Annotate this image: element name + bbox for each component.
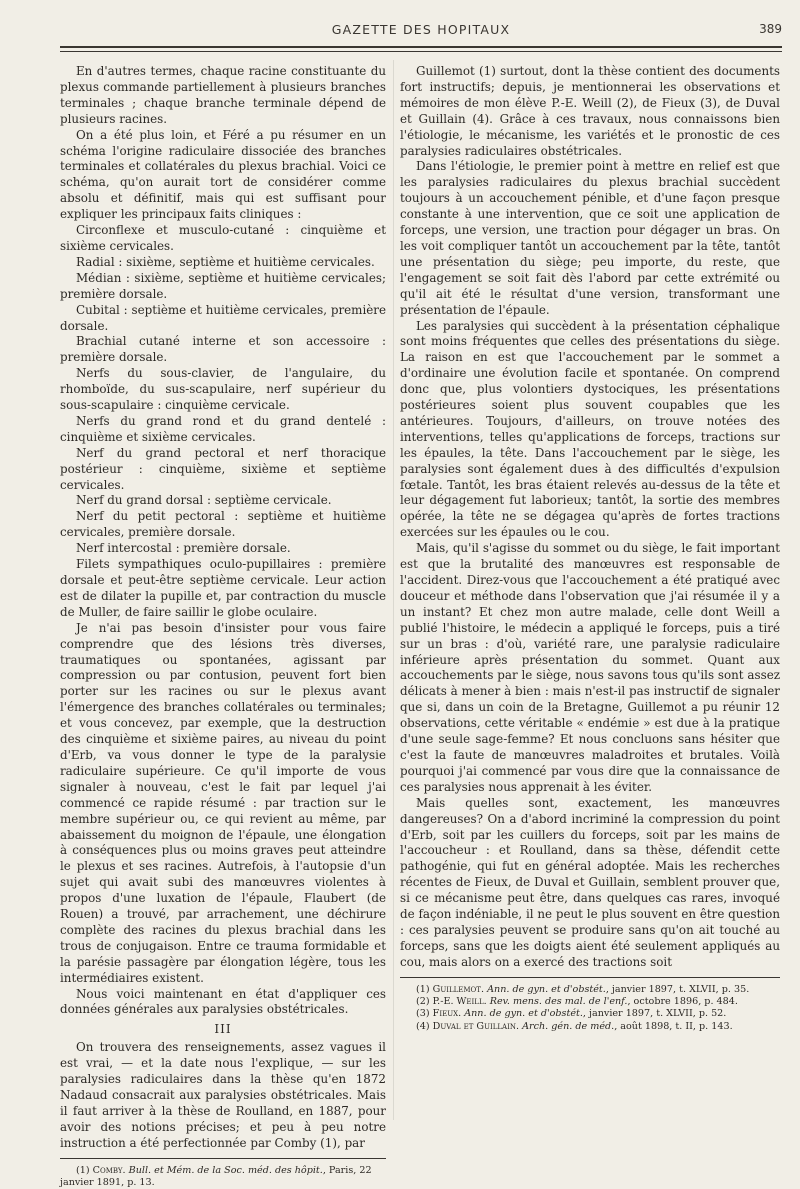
footnote-details: , août 1898, t. II, p. 143.: [614, 1020, 733, 1032]
footnote-author: Guillemot.: [432, 983, 485, 995]
footnote-title: Ann. de gyn. et d'obstét.: [464, 1008, 583, 1020]
footnote-details: , janvier 1897, t. XLVII, p. 35.: [605, 983, 750, 995]
paragraph: Nerfs du grand rond et du grand dentelé : cinquième et sixième cervicales.: [60, 413, 386, 444]
paragraph: Nerfs du sous-clavier, de l'angulaire, du rhomboïde, du sus-scapulaire, nerf supérieur du sous-scapulaire : cinquième cervicale.: [60, 366, 386, 413]
footnote: [400, 984, 780, 996]
paragraph: Nerf intercostal : première dorsale.: [76, 541, 291, 556]
footnote-number: (3): [416, 1008, 430, 1020]
footnote-rule: [60, 1158, 386, 1159]
paragraph: Brachial cutané interne et son accessoire : première dorsale.: [60, 334, 386, 365]
paragraph: Les paralysies qui succèdent à la présentation céphalique sont moins fréquentes que celles des présentations du siège. La raison en est que l'accouchement par le sommet a d'ordinaire une évolution facile et spontanée. On comprend donc que, plus volontiers dystociques, les présentations postérieures soient plus souvent coupables que les antérieures. Toujours, d'ailleurs, on trouve notées des interventions, telles qu'applications de forceps, tractions sur les épaules, la tête. Dans l'accouchement par le siège, les paralysies sont également dues à des difficultés d'expulsion fœtale. Tantôt, les bras étaient relevés au-dessus de la tête et leur dégagement fut laborieux; tantôt, la sortie des membres opérée, la tête ne se dégagea qu'après de fortes tractions exercées sur les épaules ou le cou.: [400, 318, 780, 540]
left-column: [60, 64, 386, 1189]
paragraph: Nerf du grand dorsal : septième cervicale.: [76, 493, 332, 508]
footnote-author: Comby.: [92, 1164, 126, 1176]
column-divider: [393, 60, 394, 1120]
paragraph: Médian : sixième, septième et huitième cervicales; première dorsale.: [60, 270, 386, 301]
footnote-details: , janvier 1897, t. XLVII, p. 52.: [582, 1008, 727, 1020]
footnote-rule: [400, 977, 780, 978]
footnote-title: Rev. mens. des mal. de l'enf.: [489, 996, 628, 1008]
paragraph: Circonflexe et musculo-cutané : cinquième et sixième cervicales.: [60, 223, 386, 253]
footnote: [400, 996, 780, 1008]
paragraph: Cubital : septième et huitième cervicales, première dorsale.: [60, 302, 386, 333]
paragraph: Nerf du petit pectoral : septième et huitième cervicales, première dorsale.: [60, 509, 386, 540]
running-header: [60, 18, 782, 40]
footnote-number: (1): [416, 983, 430, 995]
footnote-number: (1): [76, 1164, 90, 1176]
page-number: 389: [759, 22, 782, 36]
paragraph: Nous voici maintenant en état d'appliquer ces données générales aux paralysies obstétricales.: [60, 986, 386, 1017]
paragraph: On trouvera des renseignements, assez vagues il est vrai, — et la date nous l'explique, — sur les paralysies radiculaires dans la thèse qu'en 1872 Nadaud consacrait aux paralysies obstétricales. Mais il faut arriver à la thèse de Roulland, en 1887, pour avoir des notions précises; et peu à peu notre instruction a été perfectionnée par Comby (1), par: [60, 1040, 386, 1150]
paragraph: On a été plus loin, et Féré a pu résumer en un schéma l'origine radiculaire dissociée des branches terminales et collatérales du plexus brachial. Voici ce schéma, qu'on aurait tort de considérer comme absolu et définitif, mais qui est suffisant pour expliquer les principaux faits cliniques :: [60, 127, 386, 222]
paragraph: Nerf du grand pectoral et nerf thoracique postérieur : cinquième, sixième et septième cervicales.: [60, 445, 386, 492]
paragraph: Guillemot (1) surtout, dont la thèse contient des documents fort instructifs; depuis, je mentionnerai les observations et mémoires de mon élève P.-E. Weill (2), de Fieux (3), de Duval et Guillain (4). Grâce à ces travaux, nous connaissons bien l'étiologie, le mécanisme, les variétés et le pronostic de ces paralysies radiculaires obstétricales.: [400, 64, 780, 158]
footnote: [60, 1165, 386, 1189]
paragraph: Je n'ai pas besoin d'insister pour vous faire comprendre que des lésions très diverses, traumatiques ou spontanées, agissant par compression ou par contusion, peuvent fort bien porter sur les racines ou sur le plexus avant l'émergence des branches collatérales ou terminales; et vous concevez, par exemple, que la destruction des cinquième et sixième paires, au niveau du point d'Erb, va vous donner le type de la paralysie radiculaire supérieure. Ce qu'il importe de vous signaler à nouveau, c'est le fait par lequel j'ai commencé ce rapide résumé : par traction sur le membre supérieur ou, ce qui revient au même, par abaissement du moignon de l'épaule, une élongation à conséquences plus ou moins graves peut atteindre le plexus et ses racines. Autrefois, à l'autopsie d'un sujet qui avait subi des manœuvres violentes à propos d'une luxation de l'épaule, Flaubert (de Rouen) a trouvé, par arrachement, une déchirure complète des racines du plexus brachial dans les trous de conjugaison. Entre ce trauma formidable et la parésie passagère par élongation légère, tous les intermédiaires existent.: [60, 620, 386, 985]
paragraph: Mais, qu'il s'agisse du sommet ou du siège, le fait important est que la brutalité des manœuvres est responsable de l'accident. Direz-vous que l'accouchement a été pratiqué avec douceur et méthode dans l'observation que j'ai résumée il y a un instant? Et chez mon autre malade, celle dont Weill a publié l'histoire, le médecin a appliqué le forceps, puis a tiré sur un bras : d'où, variété rare, une paralysie radiculaire inférieure après présentation du sommet. Quant aux accouchements par le siège, nous savons tous qu'ils sont assez délicats à mener à bien : mais n'est-il pas instructif de signaler que si, dans un coin de la Bretagne, Guillemot a pu réunir 12 observations, cette véritable « endémie » est due à la pratique d'une seule sage-femme? Et nous concluons sans hésiter que c'est la faute de manœuvres maladroites et brutales. Voilà pourquoi j'ai commencé par vous dire que la connaissance de ces paralysies nous apprenait à les éviter.: [400, 541, 780, 794]
paragraph: Filets sympathiques oculo-pupillaires : première dorsale et peut-être septième cervicale. Leur action est de dilater la pupille et, par contraction du muscle de Muller, de faire saillir le globe oculaire.: [60, 557, 386, 619]
footnote-title: Bull. et Mém. de la Soc. méd. des hôpit.: [128, 1164, 323, 1176]
header-rule-thin: [60, 51, 782, 52]
paragraph: En d'autres termes, chaque racine constituante du plexus commande partiellement à plusieurs branches terminales ; chaque branche terminale dépend de plusieurs racines.: [60, 64, 386, 126]
footnote-author: P.-E. Weill.: [432, 996, 487, 1008]
section-heading: III: [214, 1022, 232, 1037]
footnote-number: (2): [416, 996, 430, 1008]
footnote-title: Arch. gén. de méd.: [522, 1020, 615, 1032]
footnote-number: (4): [416, 1020, 430, 1032]
footnote: [400, 1021, 780, 1033]
footnote-details: , Paris, 22 janvier 1891, p. 13.: [60, 1164, 372, 1189]
header-rule-thick: [60, 46, 782, 48]
paragraph: Radial : sixième, septième et huitième cervicales.: [76, 254, 375, 269]
footnote-author: Duval et Guillain.: [432, 1020, 520, 1032]
paragraph: Dans l'étiologie, le premier point à mettre en relief est que les paralysies radiculaires du plexus brachial succèdent toujours à un accouchement pénible, et d'une façon presque constante à une intervention, que ce soit une application de forceps, une version, une traction pour dégager un bras. On les voit compliquer tantôt un accouchement par la tête, tantôt une présentation du siège; peu importe, du reste, que l'engagement se soit fait dès l'abord par cette extrémité ou qu'il ait été le résultat d'une version, transformant une présentation de l'épaule.: [400, 159, 780, 317]
paragraph: Mais quelles sont, exactement, les manœuvres dangereuses? On a d'abord incriminé la compression du point d'Erb, soit par les cuillers du forceps, soit par les mains de l'accoucheur : et Roulland, dans sa thèse, défendit cette pathogénie, qui fut en général adoptée. Mais les recherches récentes de Fieux, de Duval et Guillain, semblent prouver que, si ce mécanisme peut être, dans quelques cas rares, invoqué de façon indéniable, il ne peut le plus souvent en être question : ces paralysies peuvent se produire sans qu'on ait touché au forceps, sans que les doigts aient été seulement appliqués au cou, mais alors on a exercé des tractions soit: [400, 795, 780, 969]
footnote-title: Ann. de gyn. et d'obstét.: [487, 983, 606, 995]
footnote: [400, 1008, 780, 1020]
footnote-details: , octobre 1896, p. 484.: [627, 996, 738, 1008]
right-column: [400, 64, 780, 1033]
footnote-author: Fieux.: [432, 1008, 462, 1020]
journal-title: GAZETTE DES HOPITAUX: [331, 22, 511, 37]
